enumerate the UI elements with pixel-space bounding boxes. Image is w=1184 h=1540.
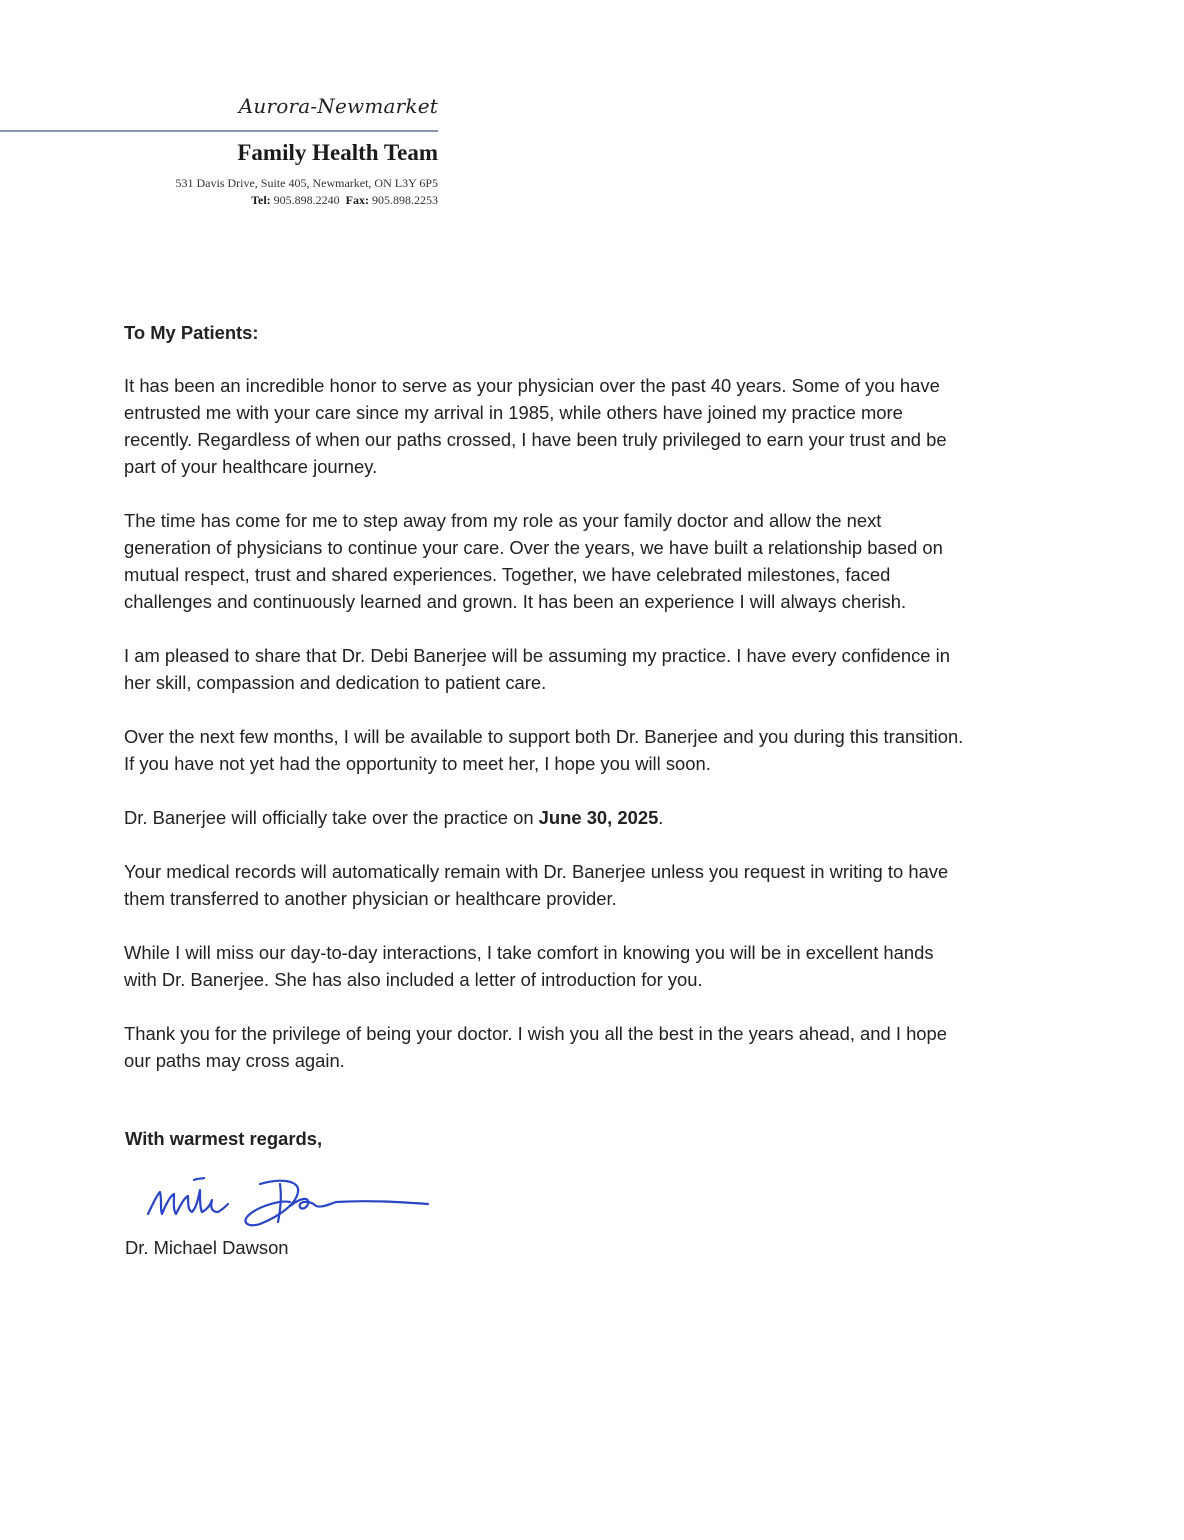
text-line: Thank you for the privilege of being your doctor. I wish you all the best in the years ahead, and I hope <box>124 1023 947 1044</box>
text-line: mutual respect, trust and shared experiences. Together, we have celebrated milestones, faced <box>124 564 891 585</box>
fax-number: 905.898.2253 <box>372 193 438 207</box>
takeover-suffix: . <box>658 807 664 828</box>
text-line: them transferred to another physician or healthcare provider. <box>124 888 617 909</box>
text-line: her skill, compassion and dedication to patient care. <box>124 672 547 693</box>
letter-body <box>124 319 1064 1101</box>
paragraph-honor <box>124 372 1064 480</box>
paragraph-retirement <box>124 507 1064 615</box>
text-line: While I will miss our day-to-day interactions, I take comfort in knowing you will be in excellent hands <box>124 942 934 963</box>
paragraph-thanks <box>124 1020 1064 1074</box>
paragraph-successor <box>124 642 1064 696</box>
text-line: part of your healthcare journey. <box>124 456 378 477</box>
signature-stroke <box>148 1190 228 1214</box>
takeover-text: Dr. Banerjee will officially take over the practice on <box>124 807 539 828</box>
letterhead-contact <box>251 193 438 208</box>
signature-stroke <box>194 1178 204 1180</box>
letterhead-subtitle: Aurora-Newmarket <box>238 94 438 118</box>
letterhead-title: Family Health Team <box>237 140 438 165</box>
text-line: The time has come for me to step away from my role as your family doctor and allow the next <box>124 510 882 531</box>
salutation: To My Patients: <box>124 322 259 343</box>
takeover-date: June 30, 2025 <box>538 807 659 828</box>
text-line: our paths may cross again. <box>124 1050 345 1071</box>
signature-stroke <box>245 1181 298 1226</box>
letterhead-divider <box>0 130 438 132</box>
text-line: entrusted me with your care since my arrival in 1985, while others have joined my practice more <box>124 402 903 423</box>
text-line: If you have not yet had the opportunity to meet her, I hope you will soon. <box>124 753 711 774</box>
paragraph-farewell <box>124 939 1064 993</box>
fax-label: Fax: <box>345 193 369 207</box>
closing: With warmest regards, <box>125 1128 323 1149</box>
text-line: with Dr. Banerjee. She has also included a letter of introduction for you. <box>124 969 703 990</box>
text-line: Your medical records will automatically remain with Dr. Banerjee unless you request in writing to have <box>124 861 949 882</box>
tel-number: 905.898.2240 <box>273 193 340 207</box>
text-line: Over the next few months, I will be available to support both Dr. Banerjee and you during this transition. <box>124 726 964 747</box>
paragraph-transition <box>124 723 1064 777</box>
signer-name: Dr. Michael Dawson <box>125 1237 289 1258</box>
signature-stroke <box>290 1199 428 1209</box>
paragraph-takeover-date <box>124 804 1064 831</box>
text-line: I am pleased to share that Dr. Debi Banerjee will be assuming my practice. I have every confidence in <box>124 645 950 666</box>
text-line: recently. Regardless of when our paths crossed, I have been truly privileged to earn your trust and be <box>124 429 947 450</box>
text-line: challenges and continuously learned and grown. It has been an experience I will always cherish. <box>124 591 907 612</box>
letterhead-address: 531 Davis Drive, Suite 405, Newmarket, ON L3Y 6P5 <box>175 176 438 190</box>
text-line: It has been an incredible honor to serve as your physician over the past 40 years. Some of you have <box>124 375 940 396</box>
paragraph-records <box>124 858 1064 912</box>
handwritten-signature <box>140 1170 430 1232</box>
text-line: generation of physicians to continue your care. Over the years, we have built a relationship based on <box>124 537 943 558</box>
tel-label: Tel: <box>251 193 271 207</box>
